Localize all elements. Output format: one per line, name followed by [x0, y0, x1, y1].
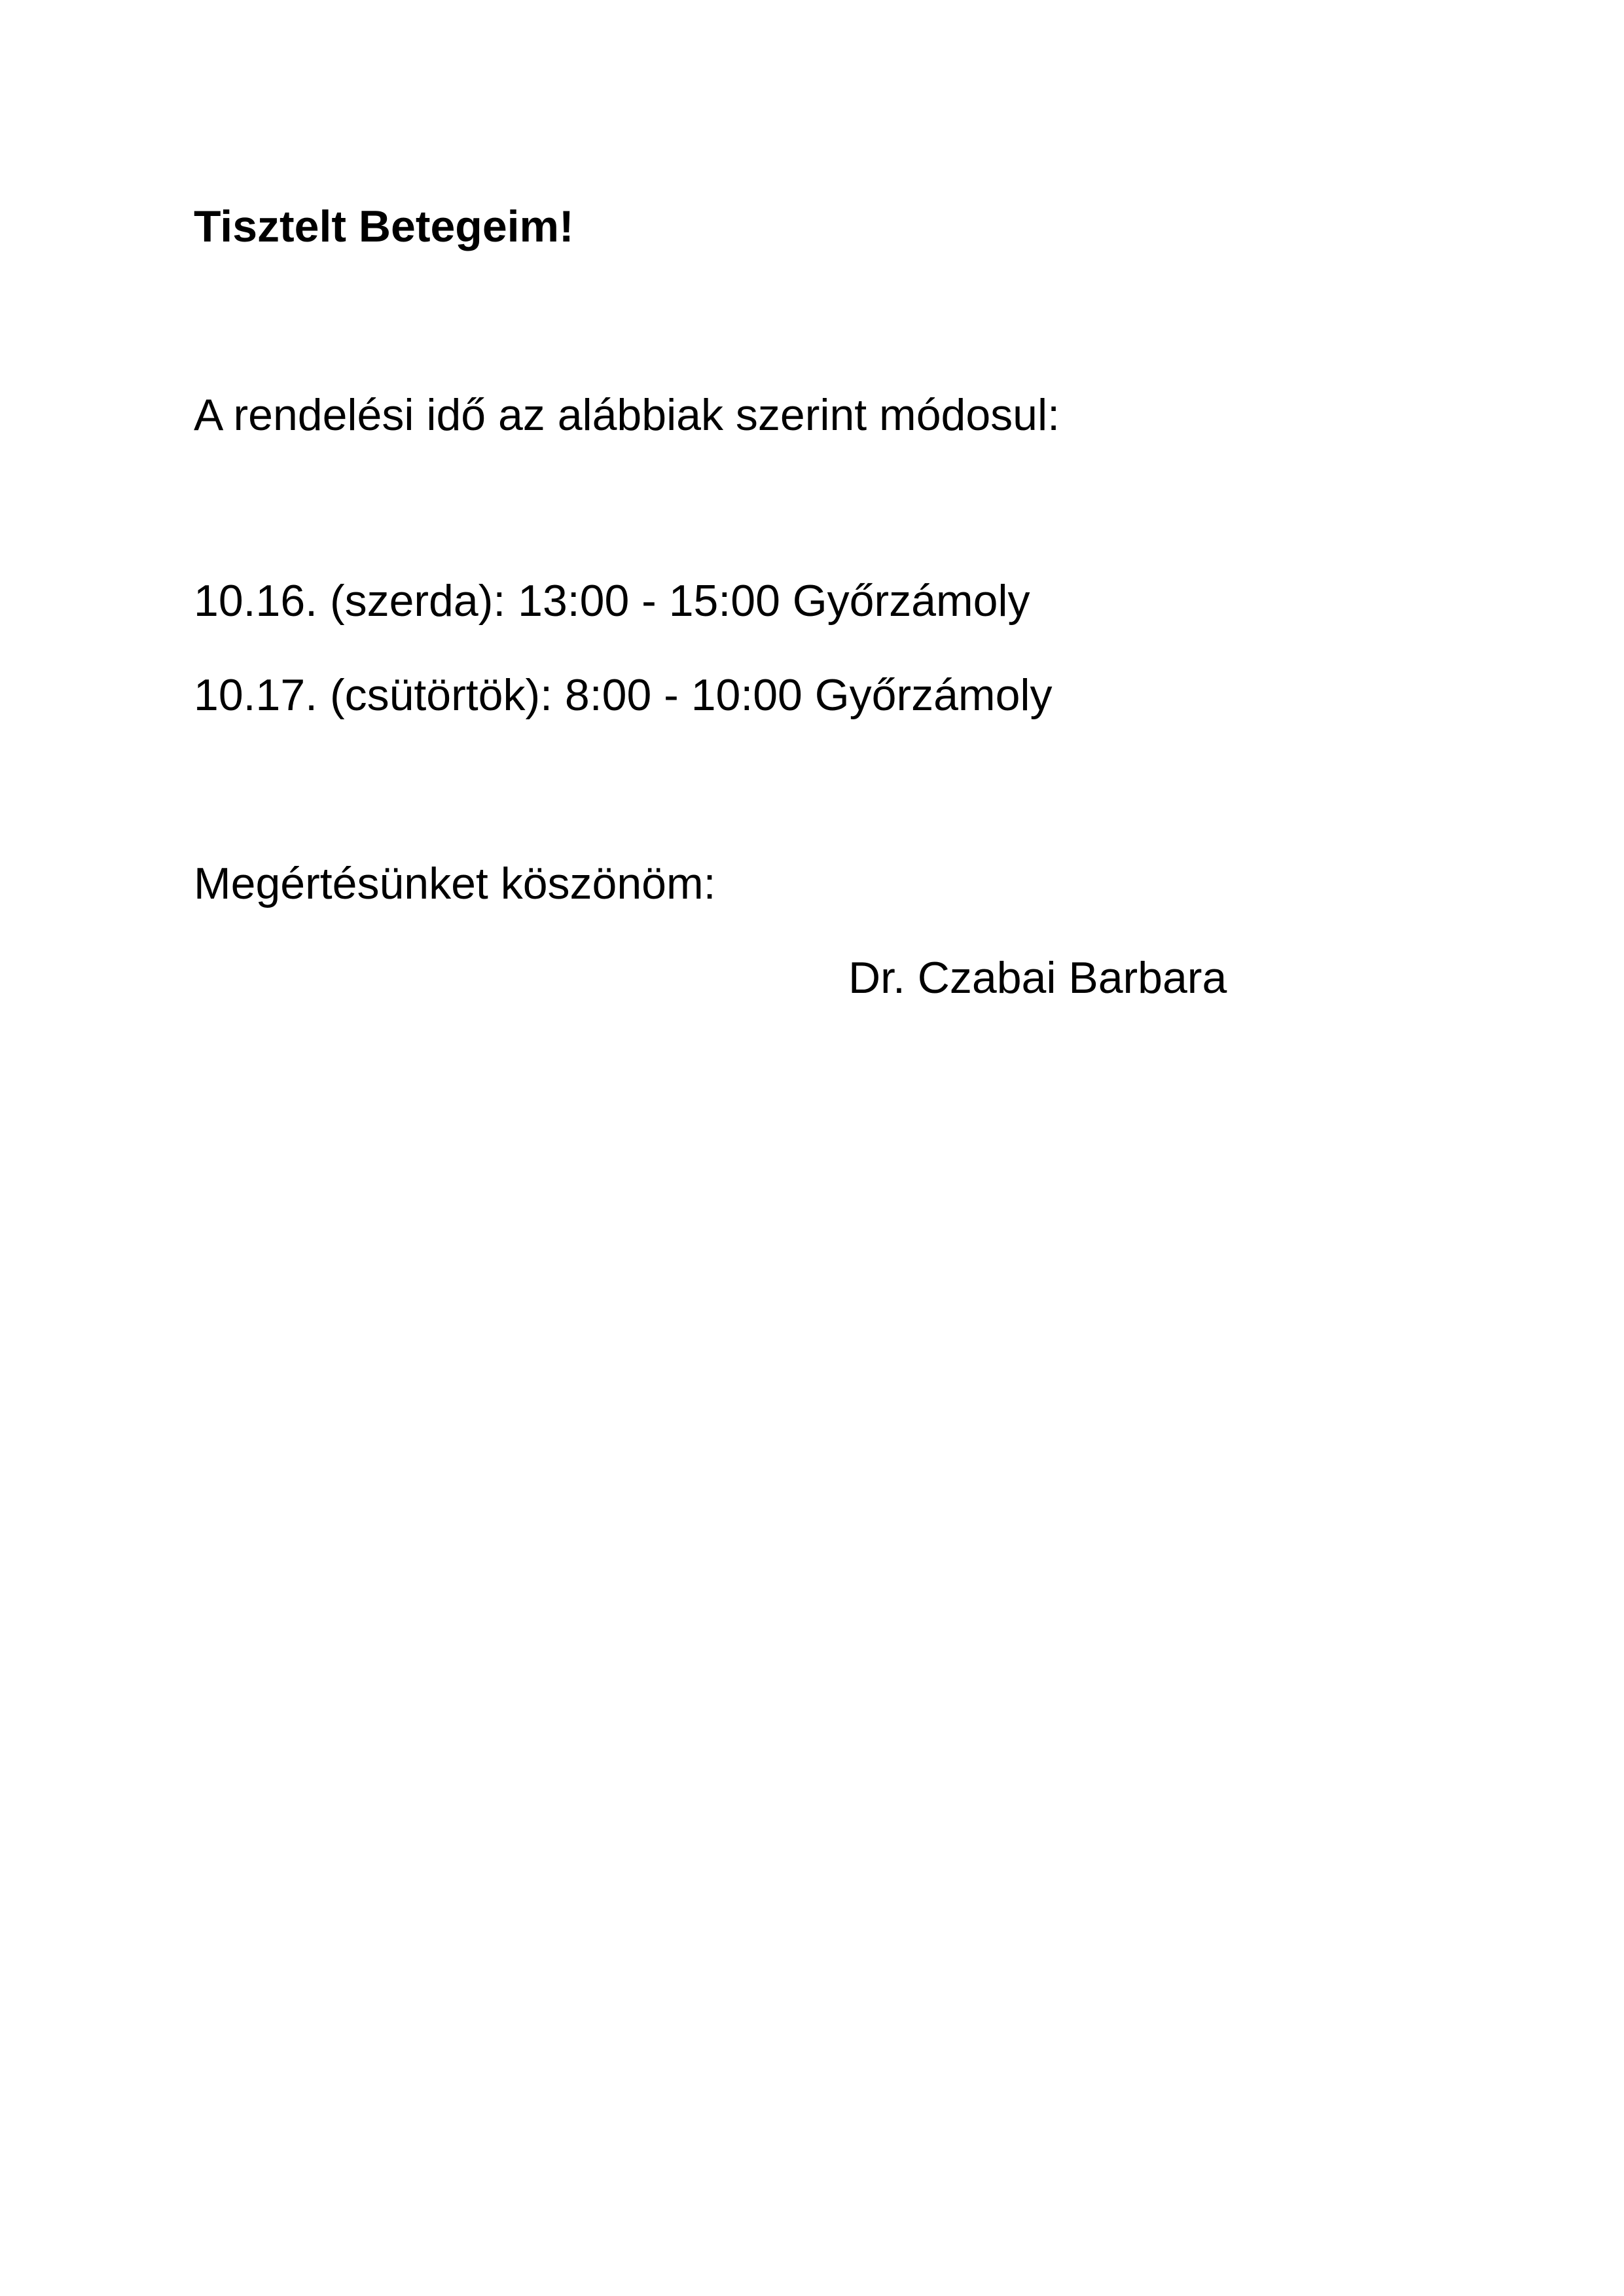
greeting-heading: Tisztelt Betegeim!: [194, 202, 574, 251]
schedule-line: 10.16. (szerda): 13:00 - 15:00 Győrzámoly: [194, 576, 1030, 626]
intro-text: A rendelési idő az alábbiak szerint módosul:: [194, 390, 1060, 440]
schedule-line: 10.17. (csütörtök): 8:00 - 10:00 Győrzámoly: [194, 670, 1053, 720]
closing-text: Megértésünket köszönöm:: [194, 859, 716, 908]
signature-name: Dr. Czabai Barbara: [848, 953, 1227, 1003]
